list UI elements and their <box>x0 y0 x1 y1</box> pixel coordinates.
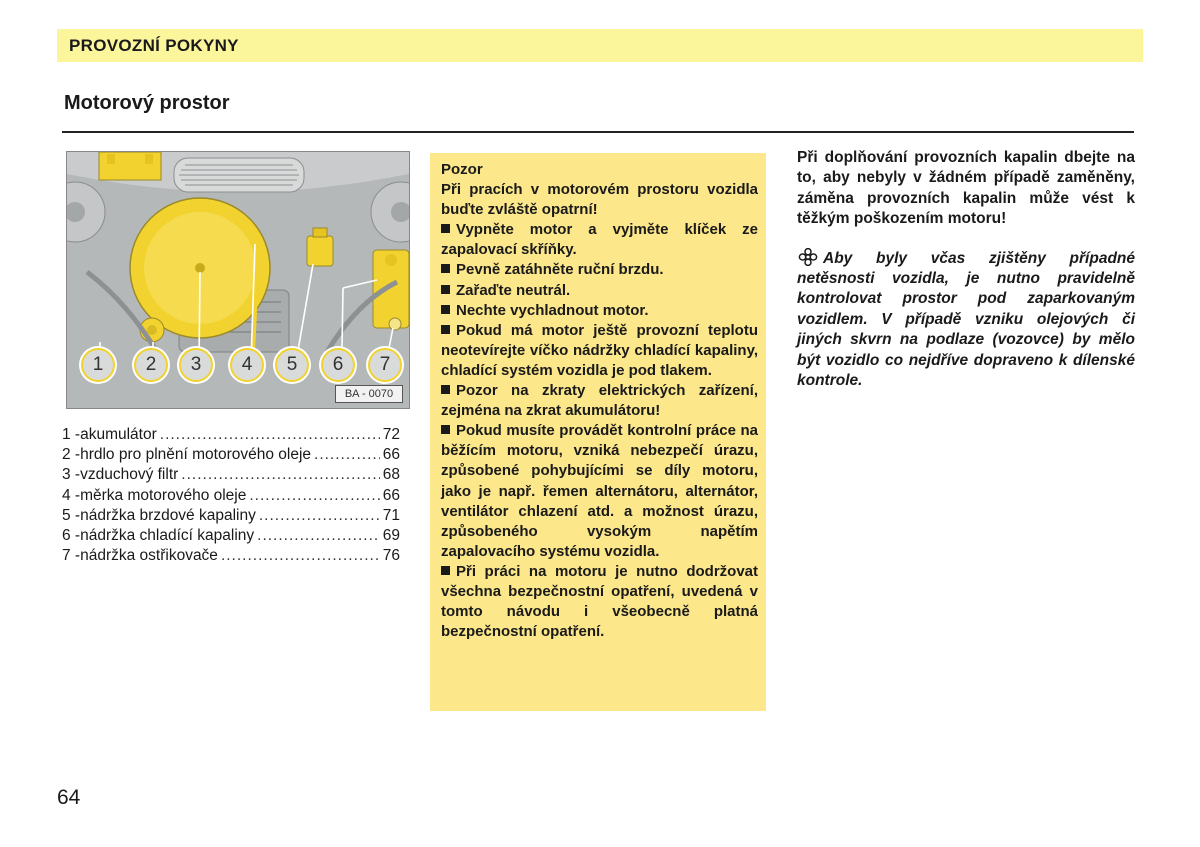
warning-item <box>441 321 758 381</box>
callout-6 <box>321 348 355 382</box>
bullet-square-icon <box>441 425 450 434</box>
legend-label: 2 -hrdlo pro plnění motorového oleje <box>62 446 312 464</box>
legend-row <box>62 546 400 566</box>
legend-leader <box>249 486 379 506</box>
callout-number: 5 <box>286 354 298 375</box>
warning-item-text: Pevně zatáhněte ruční brzdu. <box>456 261 664 279</box>
notes-column <box>797 148 1135 391</box>
legend-page: 68 <box>382 466 400 484</box>
warning-item <box>441 381 758 421</box>
legend-leader <box>221 546 380 566</box>
legend-row <box>62 465 400 485</box>
warning-item <box>441 421 758 562</box>
bullet-square-icon <box>441 264 450 273</box>
legend-label: 3 -vzduchový filtr <box>62 466 179 484</box>
legend-row <box>62 425 400 445</box>
section-title: Motorový prostor <box>64 92 230 114</box>
warning-item-text: Pokud musíte provádět kontrolní práce na běžícím motoru, vzniká nebezpečí úrazu, způsobené pohybujícími se díly motoru, jako je např. řemen alternátoru, alternátor, ventilátor chlazení atd. a možnost úrazu, způsobeného vysokým napětím zapalovacího systému vozidla. <box>441 422 758 560</box>
figure-code: BA - 0070 <box>335 385 403 403</box>
warning-item <box>441 260 758 280</box>
warning-list <box>441 220 758 642</box>
environment-note-text: Aby byly včas zjištěny případné netěsnosti vozidla, je nutno pravidelně kontrolovat prostor pod zaparkovaným vozidlem. V případě vzniku olejových či jiných skvrn na podlaze (vozovce) by mělo být vozidlo co nejdříve dopraveno k dílenské kontrole. <box>797 249 1135 390</box>
warning-item <box>441 281 758 301</box>
legend-label: 6 -nádržka chladící kapaliny <box>62 527 255 545</box>
bullet-square-icon <box>441 224 450 233</box>
legend-page: 66 <box>382 486 400 504</box>
bullet-square-icon <box>441 285 450 294</box>
callout-row <box>79 348 409 384</box>
bullet-square-icon <box>441 305 450 314</box>
legend-row <box>62 486 400 506</box>
section-divider <box>62 131 1134 133</box>
warning-item-text: Nechte vychladnout motor. <box>456 301 649 319</box>
callout-number: 2 <box>145 354 157 375</box>
header-bar <box>57 29 1143 62</box>
legend-leader <box>160 425 380 445</box>
callout-1 <box>81 348 115 382</box>
callout-5 <box>275 348 309 382</box>
flower-icon <box>797 248 819 266</box>
legend-page: 76 <box>382 547 400 565</box>
callout-number: 1 <box>92 354 104 375</box>
legend-label: 4 -měrka motorového oleje <box>62 486 247 504</box>
legend-row <box>62 506 400 526</box>
legend-leader <box>181 465 379 485</box>
engine-bay-figure <box>66 151 410 409</box>
callout-4 <box>230 348 264 382</box>
callout-3 <box>179 348 213 382</box>
legend-label: 1 -akumulátor <box>62 426 157 443</box>
callout-2 <box>134 348 168 382</box>
bullet-square-icon <box>441 325 450 334</box>
bullet-square-icon <box>441 385 450 394</box>
warning-item-text: Vypněte motor a vyjměte klíček ze zapalovací skříňky. <box>441 221 758 259</box>
warning-item <box>441 562 758 642</box>
environment-note <box>797 248 1135 392</box>
legend-page: 71 <box>382 506 400 524</box>
callout-number: 7 <box>379 354 391 375</box>
legend-page: 72 <box>382 426 400 443</box>
warning-item-text: Při práci na motoru je nutno dodržovat všechna bezpečnostní opatření, uvedená v tomto návodu i všeobecně platná bezpečnostní opatření. <box>441 562 758 641</box>
legend-label: 7 -nádržka ostřikovače <box>62 547 218 565</box>
warning-box <box>430 153 766 711</box>
callout-number: 3 <box>190 354 202 375</box>
warning-item-text: Zařaďte neutrál. <box>456 281 571 299</box>
legend-leader <box>257 526 380 546</box>
warning-item <box>441 220 758 260</box>
legend-label: 5 -nádržka brzdové kapaliny <box>62 506 256 524</box>
legend-row <box>62 445 400 465</box>
header-title: PROVOZNÍ POKYNY <box>69 35 239 55</box>
legend-page: 69 <box>382 527 400 545</box>
callout-7 <box>368 348 402 382</box>
warning-title: Pozor <box>441 161 483 178</box>
callout-number: 4 <box>241 354 253 375</box>
legend-leader <box>259 506 380 526</box>
warning-item <box>441 301 758 321</box>
warning-item-text: Pokud má motor ještě provozní teplotu neotevírejte víčko nádržky chladící kapaliny, chladící systém vozidla je pod tlakem. <box>441 321 758 379</box>
bullet-square-icon <box>441 566 450 575</box>
legend-row <box>62 526 400 546</box>
legend-page: 66 <box>382 446 400 464</box>
page-number: 64 <box>57 786 81 809</box>
caution-note: Při doplňování provozních kapalin dbejte na to, aby nebyly v žádném případě zaměněny, záměna provozních kapalin může vést k těžkým poškozením motoru! <box>797 149 1135 228</box>
warning-item-text: Pozor na zkraty elektrických zařízení, zejména na zkrat akumulátoru! <box>441 382 758 420</box>
callout-number: 6 <box>332 354 344 375</box>
warning-intro: Při pracích v motorovém prostoru vozidla buďte zvláště opatrní! <box>441 181 758 219</box>
legend-leader <box>314 445 380 465</box>
figure-legend <box>62 425 400 566</box>
